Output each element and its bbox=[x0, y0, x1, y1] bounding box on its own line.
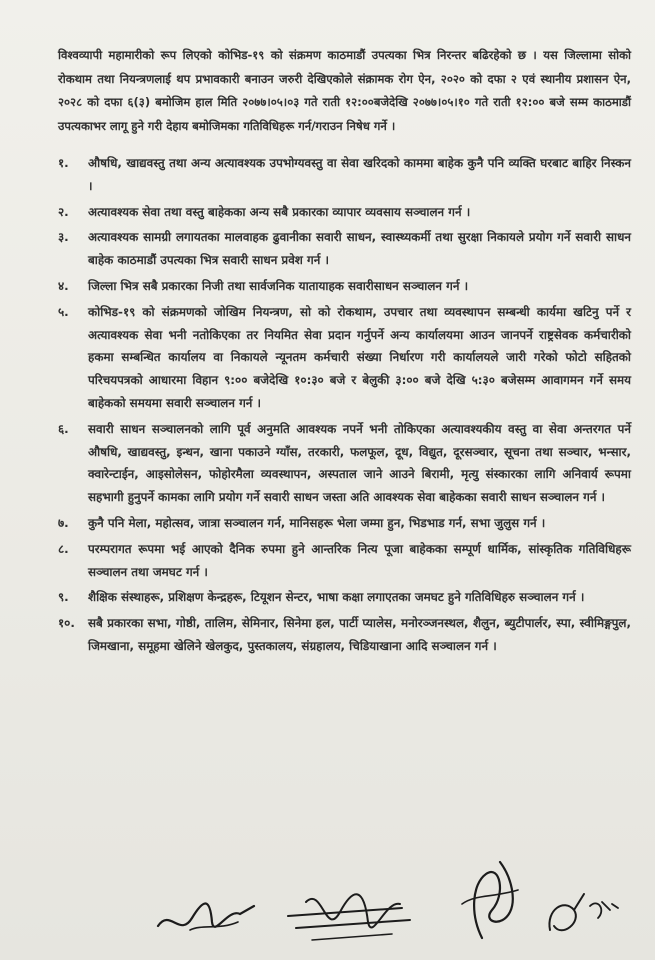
signature-area bbox=[0, 868, 655, 960]
item-text: कोभिड-१९ को संक्रमणको जोखिम नियन्त्रण, सो को रोकथाम, उपचार तथा व्यवस्थापन सम्बन्धी कार्यमा खटिनु पर्ने र अत्यावश्यक सेवा भनी नतोकिएका तर नियमित सेवा प्रदान गर्नुपर्ने अन्य कार्यालयमा आउन जानपर्ने राष्ट्रसेवक कर्मचारीको हकमा सम्बन्धित कार्यालय वा निकायले न्यूनतम कर्मचारी संख्या निर्धारण गरी कार्यालयले जारी गरेको फोटो सहितको परिचयपत्रको आधारमा विहान ९:०० बजेदेखि १०:३० बजे र बेलुकी ३:०० बजे देखि ५:३० बजेसम्म आवागमन गर्ने समय बाहेकको समयमा सवारी सञ्चालन गर्न । bbox=[88, 304, 632, 410]
item-text: शैक्षिक संस्थाहरू, प्रशिक्षण केन्द्रहरू, टियूशन सेन्टर, भाषा कक्षा लगाएतका जमघट हुने गतिविधिहरु सञ्चालन गर्न । bbox=[88, 590, 585, 605]
item-text: अत्यावश्यक सेवा तथा वस्तु बाहेकका अन्य सबै प्रकारका व्यापार व्यवसाय सञ्चालन गर्न । bbox=[88, 204, 471, 219]
item-number: १. bbox=[58, 156, 69, 170]
prohibition-list bbox=[58, 152, 631, 658]
item-number: ७. bbox=[58, 515, 69, 530]
list-item bbox=[58, 275, 631, 298]
item-text: औषधि, खाद्यवस्तु तथा अन्य अत्यावश्यक उपभोग्यवस्तु वा सेवा खरिदको काममा बाहेक कुनै पनि व्यक्ति घरबाट बाहिर निस्कन । bbox=[88, 156, 631, 193]
list-item bbox=[58, 152, 631, 198]
item-number: ३. bbox=[58, 230, 69, 245]
list-item bbox=[58, 226, 631, 272]
list-item bbox=[58, 418, 631, 509]
item-text: अत्यावश्यक सामग्री लगायतका मालवाहक ढुवानीका सवारी साधन, स्वास्थ्यकर्मी तथा सुरक्षा निकायले प्रयोग गर्ने सवारी साधन बाहेक काठमाडौं उपत्यका भित्र सवारी साधन प्रवेश गर्न । bbox=[88, 230, 631, 268]
item-number: १०. bbox=[58, 616, 75, 631]
list-item bbox=[58, 301, 631, 415]
signature-3 bbox=[452, 854, 532, 944]
item-text: सवारी साधन सञ्चालनको लागि पूर्व अनुमति आवश्यक नपर्ने भनी तोकिएका अत्यावश्यकीय वस्तु वा सेवा अन्तरगत पर्ने औषधि, खाद्यवस्तु, इन्धन, खाना पकाउने ग्याँस, तरकारी, फलफूल, दूध, विद्युत, दूरसञ्चार, सूचना तथा सञ्चार, भन्सार, क्वारेन्टाईन, आइसोलेसन, फोहोरमैला व्यवस्थापन, अस्पताल जाने आउने बिरामी, मृत्यु संस्कारका लागि अनिवार्य रूपमा सहभागी हुनुपर्ने कामका लागि प्रयोग गर्ने सवारी साधन जस्ता अति आवश्यक सेवा बाहेकका सवारी साधन सञ्चालन गर्न । bbox=[88, 421, 631, 505]
signature-4 bbox=[540, 880, 630, 950]
notice-intro: विश्वव्यापी महामारीको रूप लिएको कोभिड-१९ को संक्रमण काठमाडौं उपत्यका भित्र निरन्तर बढिरहेको छ । यस जिल्लामा सोको रोकथाम तथा नियन्त्रणलाई थप प्रभावकारी बनाउन जरुरी देखिएकोले संक्रामक रोग ऐन, २०२० को दफा २ एवं स्थानीय प्रशासन ऐन, २०२८ को दफा ६(३) बमोजिम हाल मिति २०७७।०५।०३ गते राती १२:००बजेदेखि २०७७।०५।१० गते राती १२:०० बजे सम्म काठमाडौं उपत्यकाभर लागू हुने गरी देहाय बमोजिमका गतिविधिहरू गर्न/गराउन निषेध गर्ने । bbox=[58, 48, 631, 133]
list-item bbox=[58, 538, 631, 584]
list-item bbox=[58, 612, 631, 658]
list-item bbox=[58, 586, 631, 609]
item-text: कुनै पनि मेला, महोत्सव, जात्रा सञ्चालन गर्न, मानिसहरू भेला जम्मा हुन, भिडभाड गर्न, सभा जुलुस गर्न । bbox=[88, 515, 546, 530]
item-number: ४. bbox=[58, 278, 69, 293]
item-number: ५. bbox=[58, 304, 69, 319]
item-number: ९. bbox=[58, 590, 69, 605]
signature-2 bbox=[282, 882, 422, 952]
item-text: जिल्ला भित्र सबै प्रकारका निजी तथा सार्वजनिक यातायाहक सवारीसाधन सञ्चालन गर्न । bbox=[88, 278, 469, 293]
signature-1 bbox=[150, 878, 260, 948]
item-text: परम्परागत रूपमा भई आएको दैनिक रुपमा हुने आन्तरिक नित्य पूजा बाहेकका सम्पूर्ण धार्मिक, सांस्कृतिक गतिविधिहरू सञ्चालन तथा जमघट गर्न । bbox=[88, 541, 631, 579]
item-text: सबै प्रकारका सभा, गोष्ठी, तालिम, सेमिनार, सिनेमा हल, पार्टी प्यालेस, मनोरञ्जनस्थल, शैलुन, ब्युटीपार्लर, स्पा, स्वीमिङ्गपुल, जिमखाना, समूहमा खेलिने खेलकुद, पुस्तकालय, संग्रहालय, चिडियाखाना आदि सञ्चालन गर्न । bbox=[88, 616, 631, 653]
item-number: ८. bbox=[58, 541, 69, 556]
list-item bbox=[58, 201, 631, 224]
item-number: ६. bbox=[58, 421, 69, 436]
item-number: २. bbox=[58, 204, 69, 219]
list-item bbox=[58, 512, 631, 535]
